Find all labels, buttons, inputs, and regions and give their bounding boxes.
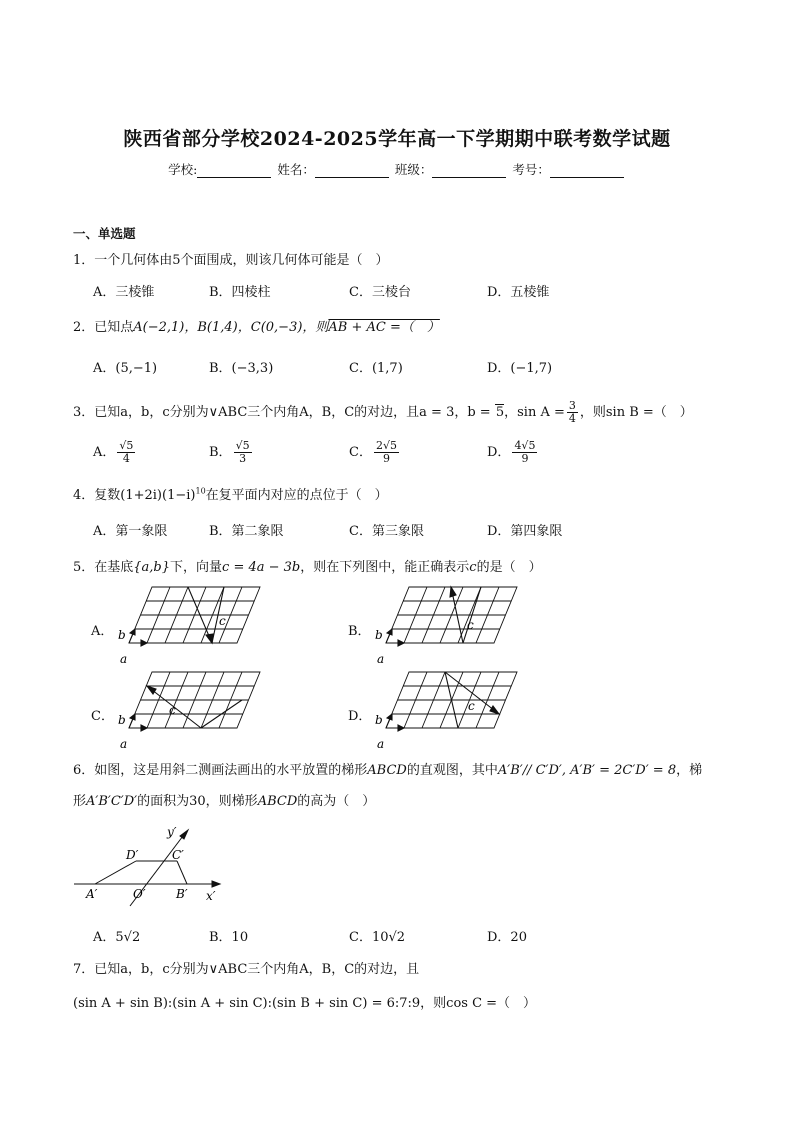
- class-blank[interactable]: [432, 165, 506, 178]
- exam-page: 陕西省部分学校2024-2025学年高一下学期期中联考数学试题 学校: 姓名： 班级： 考号： 一、单选题 1．一个几何体由5个面围成，则该几何体可能是（ ） A．三棱锥 B．四棱柱 C．三棱台 D．五棱锥 2．已知点A(−2,1)，B(1,4)，C(0,−3)，则AB + AC =（ ） A．(5,−1) B．(−3,3) C．(1,7) D．(−1,7) 3．已知a，b，c分别为∨ABC三个内角A，B，C的对边，且a = 3，b = 5，sin A = $\frac{3}{4}$ ，则sin B =（ ） A． $\frac{√5}{4}$ B． $\frac{√5}{3}$ C． $\frac{2√5}{9}$ D． $\frac{4√5}{9}$ 4．复数$(1+2i)(1-i)^{10}$在复平面内对应的点位于（ ） A．第一象限 B．第二象限 C．第三象限 D．第四象限 5．在基底{a,b}下，向量c = 4a − 3b，则在下列图中，能正确表示c的是（ ） A． c b a B． c b a C． c b a D． c b a 6．如图，这是用斜二测画法画出的水平放置的梯形ABCD的直观图，其中A′B′// C′D′, A′B′ = 2C′D′ = 8，梯 形A′B′C′D′的面积为30，则梯形ABCD的高为（ ） y′ D′ C′ A′ O′ B′ x′ A．5√2 B．10 C．10√2 D．20 7．已知a，b，c分别为∨ABC三个内角A，B，C的对边，且 (sin A + sin B):(sin A + sin C):(sin B + sin C) = 6:7:9，则cos C =（ ）: [0, 0, 794, 1123]
- o-prime-label: O′: [133, 887, 146, 901]
- b-label: b: [375, 713, 383, 727]
- a-label: a: [377, 652, 385, 666]
- q5-part-d: 的是（ ）: [476, 560, 542, 575]
- c-label: c: [169, 703, 176, 717]
- name-label: 姓名：: [277, 162, 315, 177]
- basis-arrows: [386, 629, 404, 646]
- q5-vector-c: c: [469, 560, 477, 575]
- q6-figure-svg: [70, 818, 230, 908]
- trapezoid: [95, 861, 187, 884]
- q6-option-b[interactable]: B．10: [209, 930, 249, 945]
- question-6-stem-line1: 6．如图，这是用斜二测画法画出的水平放置的梯形ABCD的直观图，其中A′B′// C′D′, A′B′ = 2C′D′ = 8，梯: [73, 763, 703, 778]
- student-info-line: [0, 160, 794, 178]
- school-blank[interactable]: [197, 165, 271, 178]
- b-prime-label: B′: [176, 887, 188, 901]
- q5-basis: {a,b}: [133, 560, 171, 575]
- b-label: b: [118, 713, 126, 727]
- q2-option-a[interactable]: A．(5,−1): [93, 361, 158, 376]
- question-1-stem: 1．一个几何体由5个面围成，则该几何体可能是（ ）: [73, 253, 389, 268]
- q4-part-a: 4．复数(1+2i)(1−i): [73, 488, 196, 503]
- grid: [129, 672, 260, 728]
- a-label: a: [377, 737, 385, 751]
- q3-part-d: ，则sin B =（ ）: [579, 405, 693, 420]
- q6-option-a[interactable]: A．5√2: [93, 930, 141, 945]
- q6-oblique-figure: [70, 818, 230, 912]
- q2-vector-expr: AB + AC =（ ）: [328, 320, 440, 335]
- number-blank[interactable]: [550, 165, 624, 178]
- q5-vector-c-expr: c = 4a − 3b: [222, 560, 301, 575]
- q1-option-a[interactable]: A．三棱锥: [93, 285, 155, 300]
- q5-part-a: 5．在基底: [73, 560, 134, 575]
- x-axis-label: x′: [206, 889, 216, 903]
- question-5-stem: [73, 556, 542, 575]
- c-label: c: [467, 618, 474, 632]
- q2-points: A(−2,1)，B(1,4)，C(0,−3)，则: [133, 320, 329, 335]
- q2-option-c[interactable]: C．(1,7): [349, 361, 403, 376]
- class-label: 班级：: [394, 162, 433, 177]
- a-label: a: [120, 737, 128, 751]
- school-label: 学校:: [168, 162, 198, 177]
- q6-option-c[interactable]: C．10√2: [349, 930, 406, 945]
- b-label: b: [375, 628, 383, 642]
- q3-option-a[interactable]: A． $\frac{√5}{4}$: [93, 439, 134, 465]
- q6-abcd: ABCD: [367, 763, 407, 778]
- c-label: c: [219, 614, 226, 628]
- q4-part-b: 在复平面内对应的点位于（ ）: [205, 488, 388, 503]
- q5-c-grid-svg: [107, 670, 282, 752]
- q5-part-c: ，则在下列图中，能正确表示: [300, 560, 470, 575]
- c-label: c: [468, 699, 475, 713]
- q3-part-c: ，sin A =: [504, 405, 565, 420]
- name-blank[interactable]: [315, 165, 389, 178]
- q6-trapezoid: A′B′C′D′: [86, 794, 138, 809]
- q4-option-c[interactable]: C．第三象限: [349, 524, 424, 539]
- q6-abcd-2: ABCD: [257, 794, 298, 809]
- basis-arrows: [386, 714, 404, 731]
- a-prime-label: A′: [86, 887, 98, 901]
- question-3-stem: [73, 400, 693, 425]
- y-axis-label: y′: [167, 825, 177, 839]
- b-label: b: [118, 628, 126, 642]
- d-prime-label: D′: [126, 848, 139, 862]
- q5-b-grid-svg: [364, 585, 539, 667]
- q2-option-d[interactable]: D．(−1,7): [487, 361, 553, 376]
- question-6-stem-line2: 形A′B′C′D′的面积为30，则梯形ABCD的高为（ ）: [73, 794, 376, 809]
- q3-option-b[interactable]: B． $\frac{√5}{3}$: [209, 439, 250, 465]
- q6-condition: A′B′// C′D′, A′B′ = 2C′D′ = 8: [497, 763, 677, 778]
- q2-option-b[interactable]: B．(−3,3): [209, 361, 274, 376]
- question-2-stem: [73, 316, 440, 335]
- q3-sina-fraction: $\frac{3}{4}$: [568, 399, 576, 425]
- q4-option-a[interactable]: A．第一象限: [93, 524, 168, 539]
- question-7-stem-line2: (sin A + sin B):(sin A + sin C):(sin B + sin C) = 6:7:9，则cos C =（ ）: [73, 996, 537, 1011]
- a-label: a: [120, 652, 128, 666]
- q1-option-d[interactable]: D．五棱锥: [487, 285, 550, 300]
- q1-option-c[interactable]: C．三棱台: [349, 285, 411, 300]
- q3-sqrt5: 5: [495, 405, 505, 420]
- basis-arrows: [129, 714, 147, 731]
- q2-prefix: 2．已知点: [73, 320, 134, 335]
- q6-option-d[interactable]: D．20: [487, 930, 527, 945]
- q5-part-b: 下，向量: [170, 560, 223, 575]
- q4-exponent: 10: [195, 486, 206, 496]
- q5-d-grid-svg: [364, 670, 539, 752]
- q5-a-grid-svg: [107, 585, 282, 667]
- q3-part-a: 3．已知a，b，c分别为∨ABC三个内角A，B，C的对边，且a = 3，b =: [73, 405, 495, 420]
- q4-option-b[interactable]: B．第二象限: [209, 524, 284, 539]
- q4-option-d[interactable]: D．第四象限: [487, 524, 563, 539]
- question-7-stem-line1: 7．已知a，b，c分别为∨ABC三个内角A，B，C的对边，且: [73, 962, 420, 977]
- q3-option-c[interactable]: C． $\frac{2√5}{9}$: [349, 439, 397, 465]
- c-prime-label: C′: [172, 848, 184, 862]
- question-4-stem: [73, 484, 388, 503]
- number-label: 考号：: [512, 162, 550, 177]
- q1-option-b[interactable]: B．四棱柱: [209, 285, 271, 300]
- grid: [129, 587, 260, 643]
- question-3-options: [93, 434, 713, 470]
- section-title: 一、单选题: [73, 226, 136, 241]
- q3-option-d[interactable]: D． $\frac{4√5}{9}$: [487, 439, 536, 465]
- page-title: 陕西省部分学校2024-2025学年高一下学期期中联考数学试题: [123, 128, 671, 150]
- basis-arrows: [129, 629, 147, 646]
